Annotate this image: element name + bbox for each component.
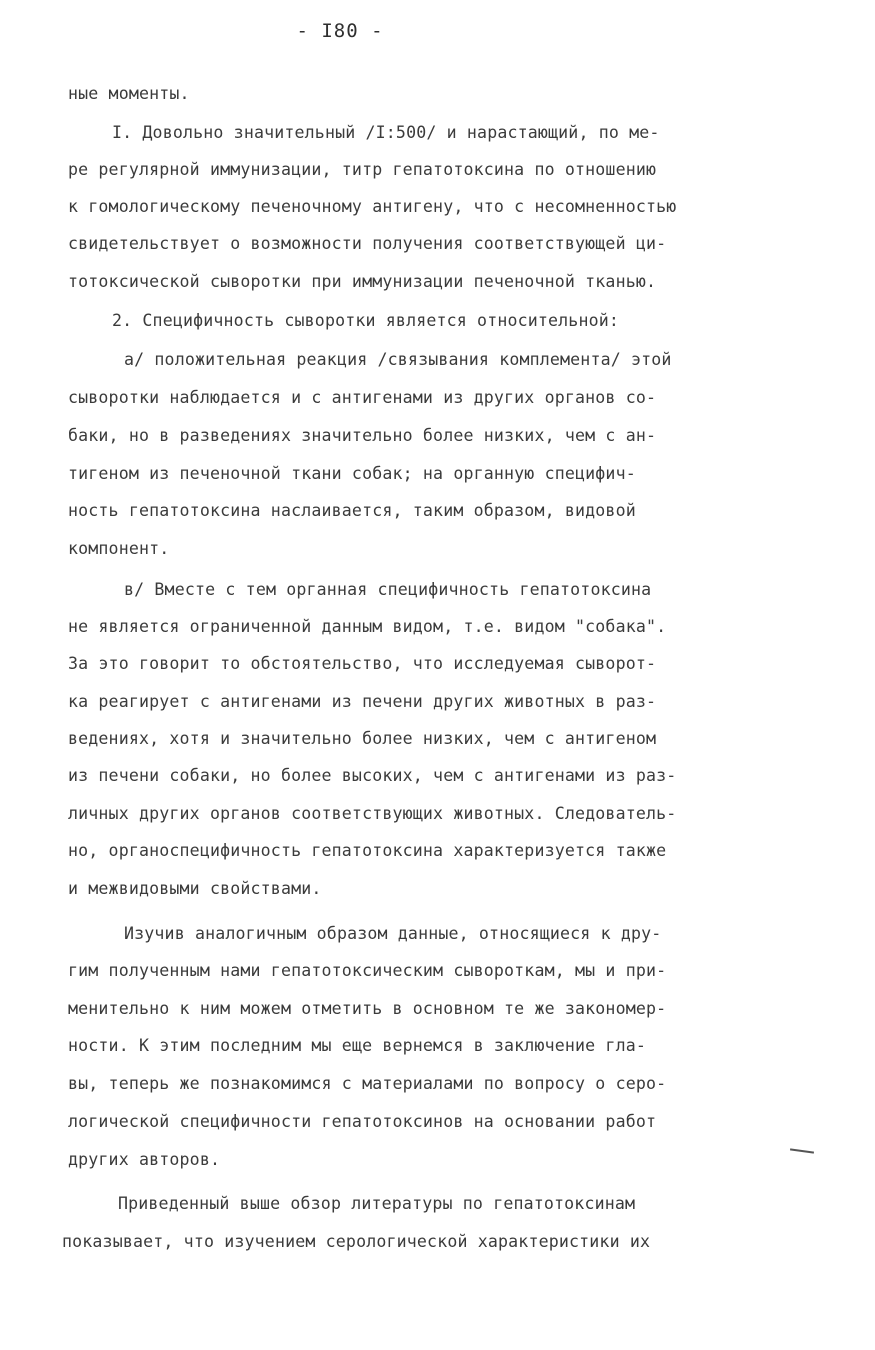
text-line: и межвидовыми свойствами. bbox=[68, 879, 322, 898]
text-line: вы, теперь же познакомимся с материалами по вопросу о серо- bbox=[68, 1074, 667, 1093]
text-line: ведениях, хотя и значительно более низких, чем с антигеном bbox=[68, 729, 657, 748]
text-line: в/ Вместе с тем органная специфичность гепатотоксина bbox=[124, 580, 652, 599]
text-line: гим полученным нами гепатотоксическим сывороткам, мы и при- bbox=[68, 961, 667, 980]
text-line: ре регулярной иммунизации, титр гепатотоксина по отношению bbox=[68, 160, 657, 179]
text-line: 2. Специфичность сыворотки является относительной: bbox=[112, 311, 620, 330]
text-line: свидетельствует о возможности получения соответствующей ци- bbox=[68, 234, 667, 253]
text-line: из печени собаки, но более высоких, чем с антигенами из раз- bbox=[68, 766, 677, 785]
text-line: а/ положительная реакция /связывания комплемента/ этой bbox=[124, 350, 672, 369]
page-number: - I80 - bbox=[296, 20, 384, 42]
text-line: ности. К этим последним мы еще вернемся в заключение гла- bbox=[68, 1036, 646, 1055]
text-line: Приведенный выше обзор литературы по гепатотоксинам bbox=[118, 1194, 636, 1213]
text-line: но, органоспецифичность гепатотоксина характеризуется также bbox=[68, 841, 667, 860]
text-line: ка реагирует с антигенами из печени других животных в раз- bbox=[68, 692, 657, 711]
text-line: ность гепатотоксина наслаивается, таким образом, видовой bbox=[68, 501, 636, 520]
text-line: I. Довольно значительный /I:500/ и нарастающий, по ме- bbox=[112, 123, 660, 142]
text-line: не является ограниченной данным видом, т.е. видом "собака". bbox=[68, 617, 667, 636]
text-line: других авторов. bbox=[68, 1150, 221, 1169]
text-line: баки, но в разведениях значительно более низких, чем с ан- bbox=[68, 426, 657, 445]
text-line: тотоксической сыворотки при иммунизации печеночной тканью. bbox=[68, 272, 657, 291]
text-line: показывает, что изучением серологической характеристики их bbox=[62, 1232, 651, 1251]
text-line: к гомологическому печеночному антигену, что с несомненностью bbox=[68, 197, 677, 216]
text-line: логической специфичности гепатотоксинов на основании работ bbox=[68, 1112, 657, 1131]
text-line: менительно к ним можем отметить в основном те же закономер- bbox=[68, 999, 667, 1018]
text-line: сыворотки наблюдается и с антигенами из других органов со- bbox=[68, 388, 657, 407]
text-line: личных других органов соответствующих животных. Следователь- bbox=[68, 804, 677, 823]
text-line: Изучив аналогичным образом данные, относящиеся к дру- bbox=[124, 924, 662, 943]
text-line: За это говорит то обстоятельство, что исследуемая сыворот- bbox=[68, 654, 657, 673]
text-line: ные моменты. bbox=[68, 84, 190, 103]
text-line: тигеном из печеночной ткани собак; на органную специфич- bbox=[68, 464, 636, 483]
pen-mark bbox=[790, 1148, 814, 1153]
text-line: компонент. bbox=[68, 539, 170, 558]
